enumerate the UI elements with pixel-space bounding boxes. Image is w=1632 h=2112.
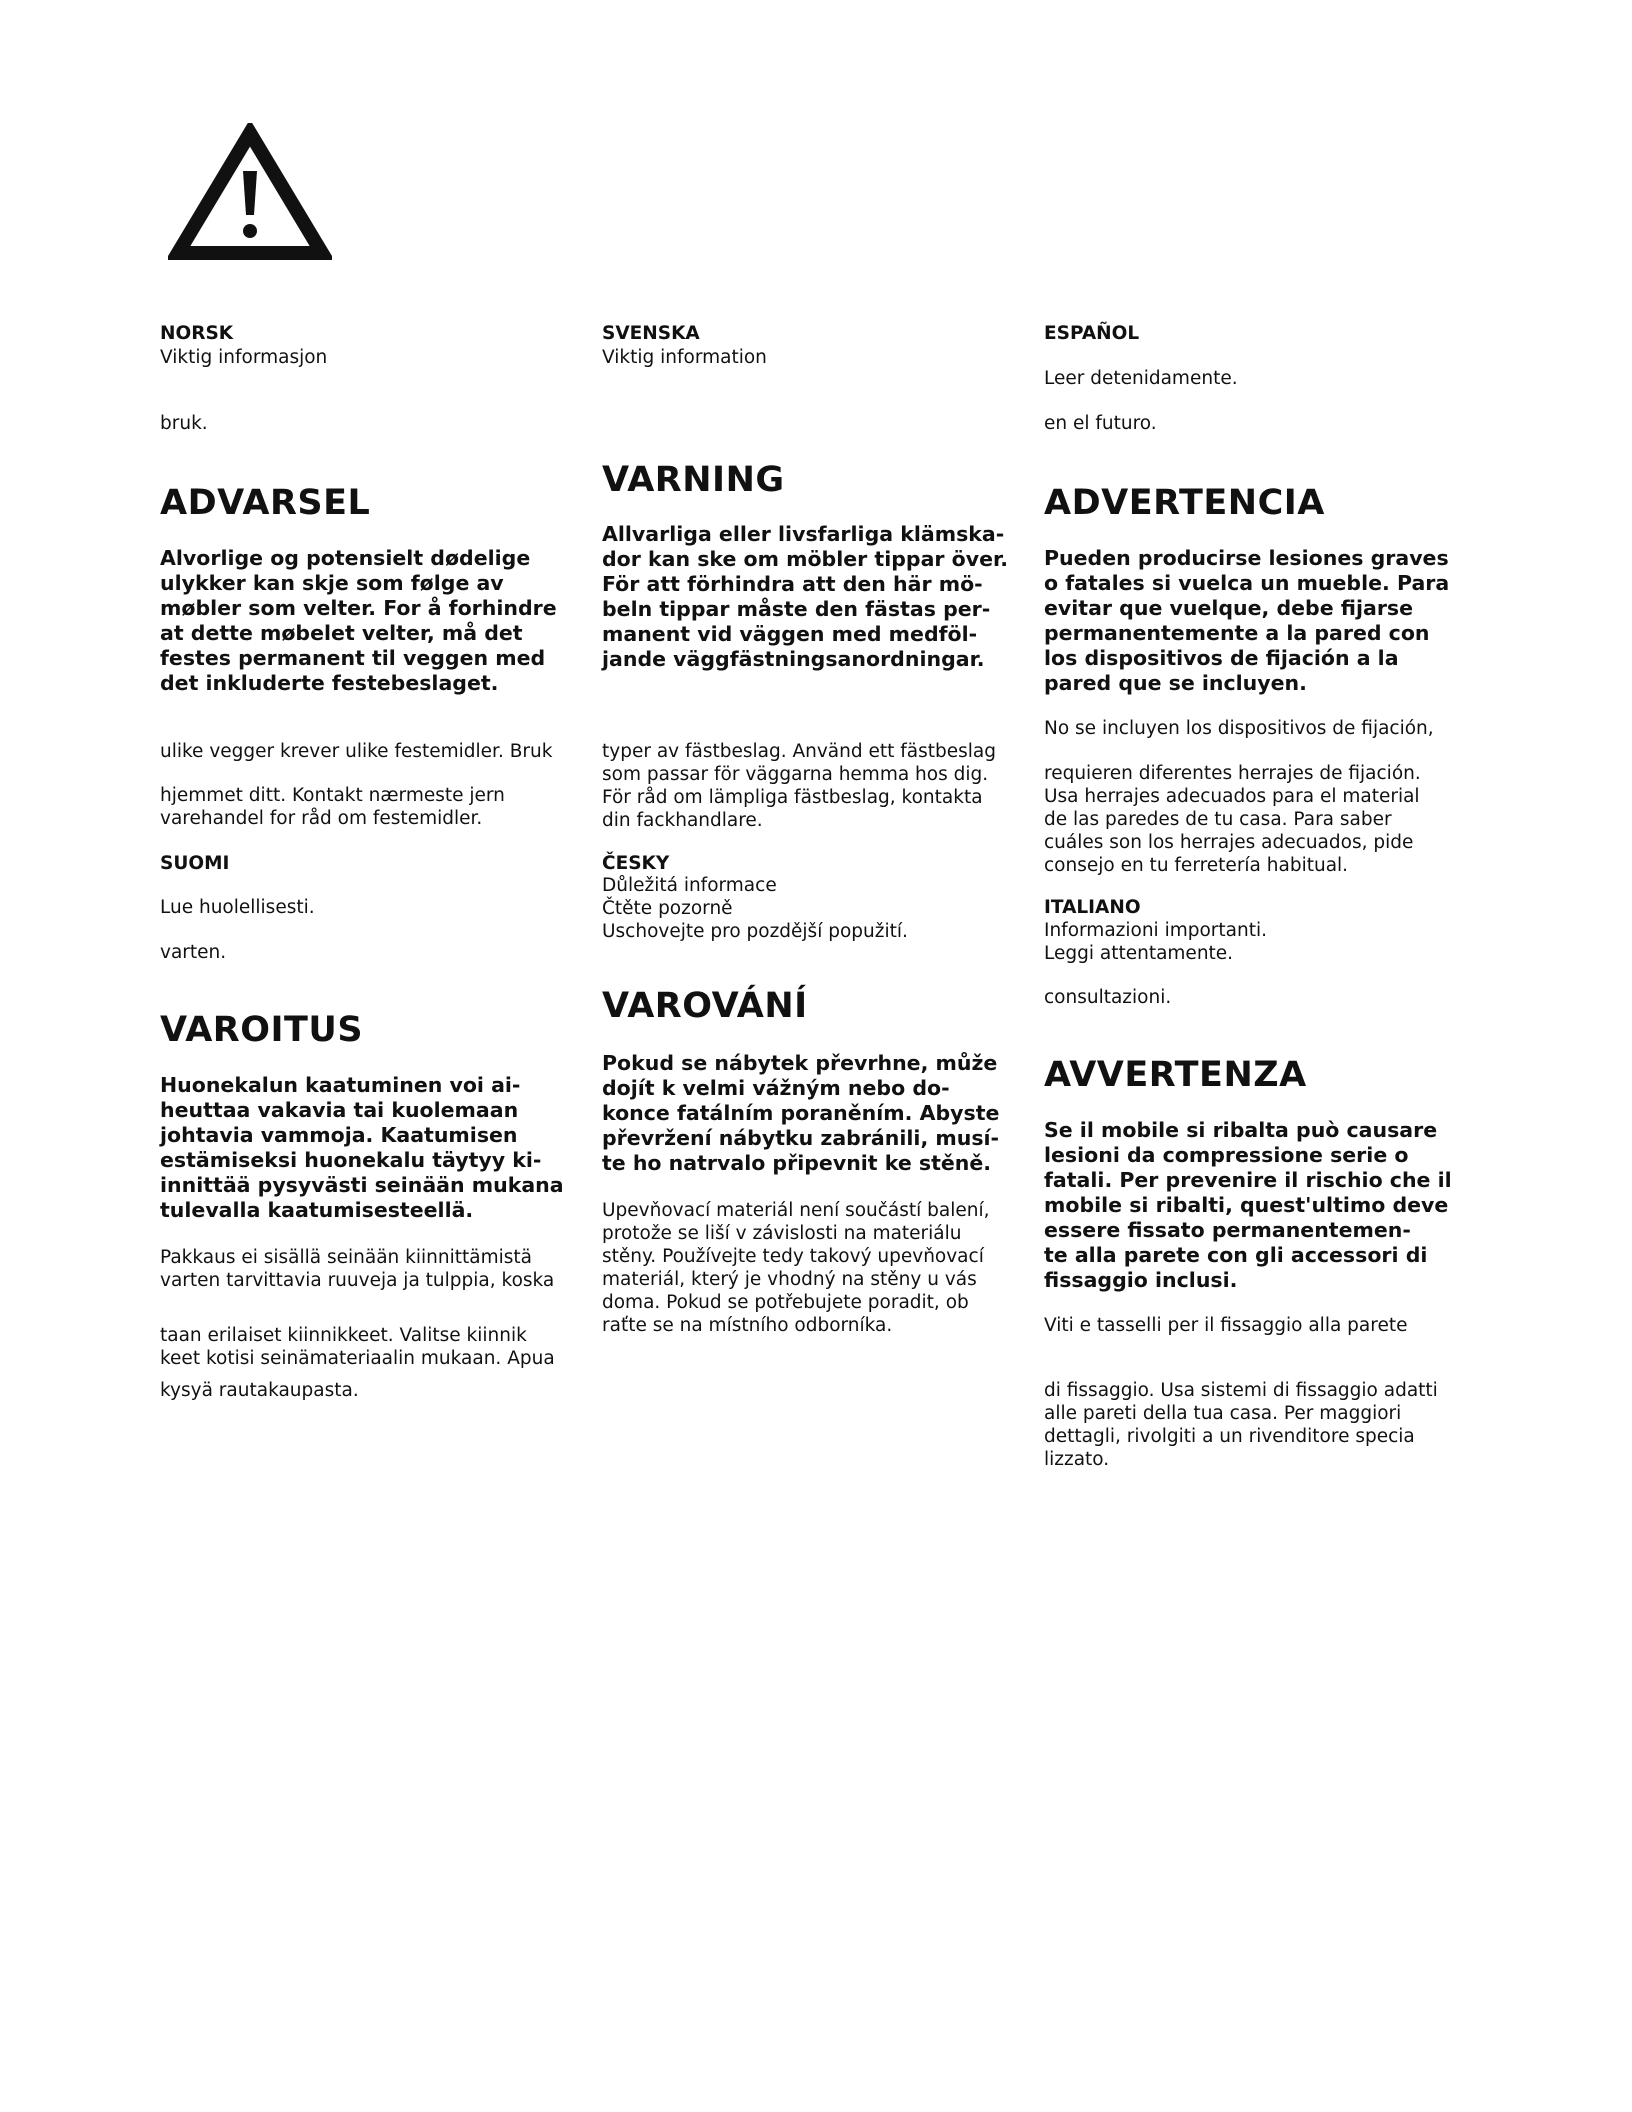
italiano-paragraph-1: Viti e tasselli per il fissaggio alla parete [1044, 1315, 1408, 1336]
suomi-line-2: varten. [160, 942, 227, 963]
cesky-warning-heading: VAROVÁNÍ [602, 986, 808, 1026]
espanol-paragraph-2: requieren diferentes herrajes de fijación. Usa herrajes adecuados para el material de las paredes de tu casa. Para saber cuáles son los herrajes adecuados, pide consejo en tu ferretería habitual. [1044, 763, 1421, 876]
espanol-line-1: Leer detenidamente. [1044, 368, 1238, 389]
suomi-warning-text: Huonekalun kaatuminen voi ai- heuttaa vakavia tai kuolemaan johtavia vammoja. Kaatumisen estämiseksi huonekalu täytyy ki- innittää pysyvästi seinään mukana tulevalla kaatumisesteellä. [160, 1073, 564, 1222]
cesky-warning-text: Pokud se nábytek převrhne, může dojít k velmi vážným nebo do- konce fatálním poraněním. Abyste převržení nábytku zabránili, musí- te ho natrvalo připevnit ke stěně. [602, 1051, 1000, 1175]
cesky-paragraph-1: Upevňovací materiál není součástí balení, protože se liší v závislosti na materiálu stěny. Používejte tedy takový upevňovací materiál, který je vhodný na stěny u vás doma. Pokud se potřebujete poradit, ob raťte se na místního odborníka. [602, 1200, 990, 1336]
suomi-paragraph-3: kysyä rautakaupasta. [160, 1380, 359, 1401]
suomi-warning-heading: VAROITUS [160, 1010, 364, 1050]
norsk-subtitle: Viktig informasjon [160, 347, 328, 368]
italiano-line-3: consultazioni. [1044, 987, 1172, 1008]
svenska-language-label: SVENSKA [602, 323, 700, 344]
suomi-paragraph-2: taan erilaiset kiinnikkeet. Valitse kiinnik keet kotisi seinämateriaalin mukaan. Apua [160, 1325, 555, 1369]
cesky-language-label: ČESKY [602, 853, 670, 874]
norsk-paragraph-1: ulike vegger krever ulike festemidler. Bruk [160, 741, 553, 762]
svenska-header [602, 322, 1042, 369]
espanol-paragraph-1: No se incluyen los dispositivos de fijación, [1044, 718, 1434, 739]
italiano-warning-text: Se il mobile si ribalta può causare lesioni da compressione serie o fatali. Per prevenire il rischio che il mobile si ribalti, quest'ultimo deve essere fissato permanentemen- te alla parete con gli accessori di fissaggio inclusi. [1044, 1118, 1452, 1292]
espanol-warning-text: Pueden producirse lesiones graves o fatales si vuelca un mueble. Para evitar que vuelque, debe fijarse permanentemente a la pared con los dispositivos de fijación a la pared que se incluyen. [1044, 546, 1450, 695]
warning-triangle-icon [168, 123, 332, 263]
espanol-warning-heading: ADVERTENCIA [1044, 483, 1325, 523]
cesky-info-lines: Důležitá informace Čtěte pozorně Uschovejte pro pozdější popužití. [602, 875, 908, 942]
svenska-paragraph-1: typer av fästbeslag. Använd ett fästbeslag som passar för väggarna hemma hos dig. För råd om lämpliga fästbeslag, kontakta din fackhandlare. [602, 741, 996, 831]
italiano-warning-heading: AVVERTENZA [1044, 1055, 1307, 1095]
italiano-language-label: ITALIANO [1044, 897, 1141, 918]
suomi-paragraph-1: Pakkaus ei sisällä seinään kiinnittämistä varten tarvittavia ruuveja ja tulppia, koska [160, 1247, 555, 1291]
svenska-warning-text: Allvarliga eller livsfarliga klämska- dor kan ske om möbler tippar över. För att förhindra att den här mö- beln tippar måste den fästas per- manent vid väggen med medföl- jande väggfästningsanordningar. [602, 522, 1008, 671]
norsk-warning-text: Alvorlige og potensielt dødelige ulykker kan skje som følge av møbler som velter. For å forhindre at dette møbelet velter, må det festes permanent til veggen med det inkluderte festebeslaget. [160, 546, 557, 695]
italiano-info-lines: Informazioni importanti. Leggi attentamente. [1044, 920, 1267, 964]
espanol-line-2: en el futuro. [1044, 413, 1157, 434]
svenska-subtitle: Viktig information [602, 347, 767, 368]
italiano-paragraph-2: di fissaggio. Usa sistemi di fissaggio adatti alle pareti della tua casa. Per maggiori dettagli, rivolgiti a un rivenditore specia lizzato. [1044, 1380, 1438, 1470]
espanol-language-label: ESPAÑOL [1044, 323, 1140, 344]
norsk-language-label: NORSK [160, 323, 234, 344]
norsk-paragraph-2: hjemmet ditt. Kontakt nærmeste jern varehandel for råd om festemidler. [160, 785, 505, 829]
norsk-keep-text: bruk. [160, 413, 208, 434]
svenska-warning-heading: VARNING [602, 460, 785, 500]
norsk-header [160, 322, 600, 369]
suomi-language-label: SUOMI [160, 853, 230, 874]
norsk-warning-heading: ADVARSEL [160, 483, 371, 523]
suomi-line-1: Lue huolellisesti. [160, 897, 315, 918]
